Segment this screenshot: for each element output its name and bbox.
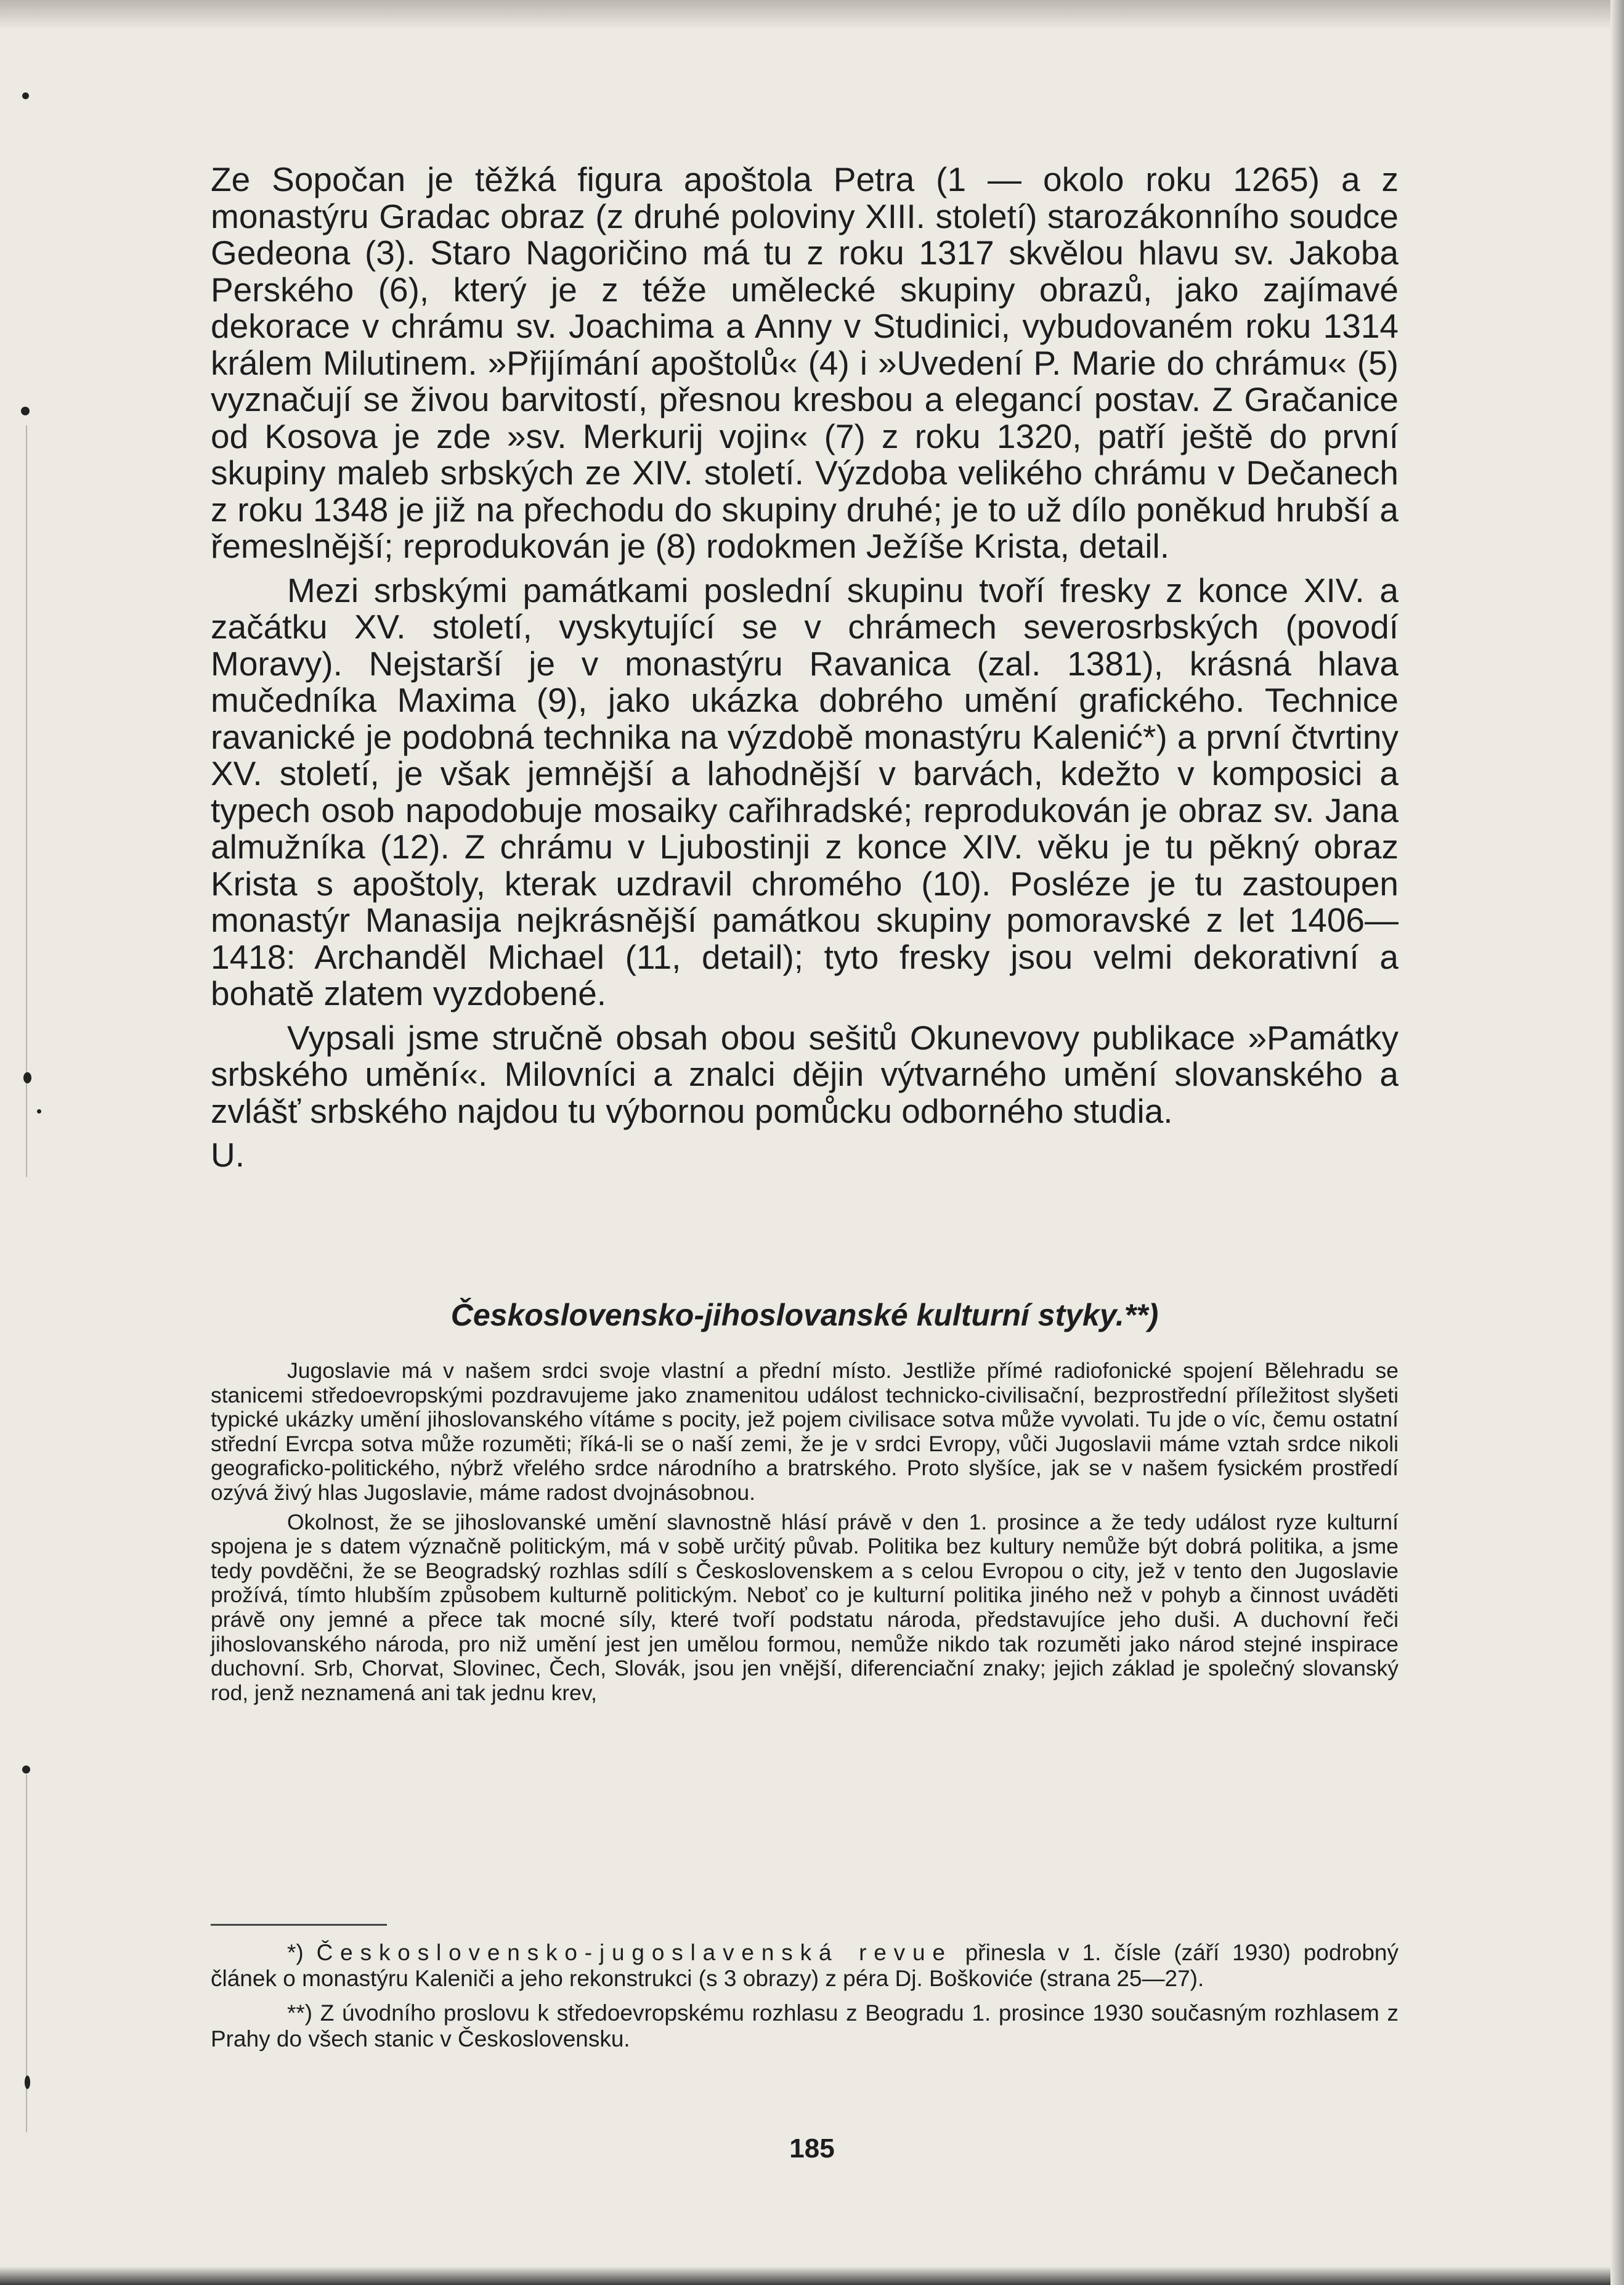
margin-speck [21, 407, 30, 415]
margin-speck [22, 1766, 30, 1774]
margin-speck [37, 1109, 41, 1114]
footnote-divider [211, 1924, 387, 1926]
margin-speck [25, 2075, 30, 2089]
footnotes [211, 1940, 1399, 2052]
footnote: **) Z úvodního proslovu k středoevropskému rozhlasu z Beogradu 1. prosince 1930 současným rozhlasem z Prahy do všech stanic v Československu. [211, 2000, 1399, 2051]
footnote-text: přinesla v 1. čísle (září 1930) podrobný článek o monastýru Kaleniči a jeho rekonstrukci (s 3 obrazy) z péra Dj. Boškoviće (strana 25—27). [211, 1940, 1399, 1991]
section-body [211, 1359, 1399, 1705]
article-paragraph: Vypsali jsme stručně obsah obou sešitů Okunevovy publikace »Památky srbského umění«. Milovníci a znalci dějin výtvarného umění slovanského a zvlášť srbského najdou tu výbornou pomůcku odborného studia. [211, 1018, 1399, 1130]
margin-speck [22, 92, 29, 99]
section-paragraph: Jugoslavie má v našem srdci svoje vlastní a přední místo. Jestliže přímé radiofonické spojení Bělehradu se stanicemi středoevropskými pozdravujeme jako znamenitou událost technicko-civilisační, bezprostřední příležitost slyšeti typické ukázky umění jihoslovanského vítáme s pocity, jež pojem civilisace sotva může vyvolati. Tu jde o víc, čemu ostatní střední Evrcpa sotva může rozuměti; říká-li se o naší zemi, že je v srdci Evropy, vůči Jugoslavii máme vztah srdce nikoli geograficko-politického, nýbrž vřelého srdce národního a bratrského. Proto slyšíce, jak se v našem fysickém prostředí ozývá živý hlas Jugoslavie, máme radost dvojnásobnou. [211, 1358, 1399, 1505]
page-bottom-edge [0, 2267, 1624, 2285]
footnote [211, 1940, 1399, 1992]
margin-scan-line [26, 425, 27, 1177]
section-title: Československo-jihoslovanské kulturní styky.**) [450, 1298, 1159, 1332]
margin-speck [23, 1072, 31, 1083]
article-paragraph: Mezi srbskými památkami poslední skupinu tvoří fresky z konce XIV. a začátku XV. století, vyskytující se v chrámech severosrbských (povodí Moravy). Nejstarší je v monastýru Ravanica (zal. 1381), krásná hlava mučedníka Maxima (9), jako ukázka dobrého umění grafického. Technice ravanické je podobná technika na výzdobě monastýru Kalenić*) a první čtvrtiny XV. století, je však jemnější a lahodnější v barvách, kdežto v komposici a typech osob napodobuje mosaiky cařihradské; reprodukován je obraz sv. Jana almužníka (12). Z chrámu v Ljubostinji z konce XIV. věku je tu pěkný obraz Krista s apoštoly, kterak uzdravil chromého (10). Posléze je tu zastoupen monastýr Manasija nejkrásnější památkou skupiny pomoravské z let 1406—1418: Archanděl Michael (11, detail); tyto fresky jsou velmi dekorativní a bohatě zlatem vyzdobené. [211, 571, 1399, 1012]
section-paragraph: Okolnost, že se jihoslovanské umění slavnostně hlásí právě v den 1. prosince a že tedy událost ryze kulturní spojena je s datem význačně politickým, má v sobě určitý půvab. Politika bez kultury nemůže být dobrá politika, a jsme tedy povděčni, že se Beogradský rozhlas sdílí s Československem a s celou Evropou o city, jež v tento den Jugoslavie prožívá, tímto hlubším způsobem kulturně politickým. Neboť co je kulturní politika jiného než v pohyb a činnost uváděti právě ony jemné a přece tak mocné síly, které tvoří podstatu národa, představujíce jeho duši. A duchovní řeči jihoslovanského národa, pro niž umění jest jen umělou formou, nemůže nikdo tak rozuměti jako národ stejné inspirace duchovní. Srb, Chorvat, Slovinec, Čech, Slovák, jsou jen vnější, diferenciační znaky; jejich základ je společný slovanský rod, jenž neznamená ani tak jednu krev, [211, 1509, 1399, 1705]
author-signature: U. [211, 1136, 245, 1174]
footnote-journal-title: Československo-jugoslavenská revue [316, 1940, 952, 1965]
page-top-edge [0, 0, 1624, 30]
page-binding-shadow [1610, 0, 1624, 2285]
article-body [211, 161, 1399, 1174]
page-number: 185 [789, 2133, 835, 2164]
article-paragraph: Ze Sopočan je těžká figura apoštola Petra (1 — okolo roku 1265) a z monastýru Gradac obraz (z druhé poloviny XIII. století) starozákonního soudce Gedeona (3). Staro Nagoričino má tu z roku 1317 skvělou hlavu sv. Jakoba Perského (6), který je z téže umělecké skupiny obrazů, jako zajímavé dekorace v chrámu sv. Joachima a Anny v Studinici, vybudovaném roku 1314 králem Milutinem. »Přijímání apoštolů« (4) i »Uvedení P. Marie do chrámu« (5) vyznačují se živou barvitostí, přesnou kresbou a elegancí postav. Z Gračanice od Kosova je zde »sv. Merkurij vojin« (7) z roku 1320, patří ještě do první skupiny maleb srbských ze XIV. století. Výzdoba velikého chrámu v Dečanech z roku 1348 je již na přechodu do skupiny druhé; je to už dílo poněkud hrubší a řemeslnější; reprodukován je (8) rodokmen Ježíše Krista, detail. [211, 160, 1399, 565]
footnote-marker: *) [287, 1940, 304, 1965]
